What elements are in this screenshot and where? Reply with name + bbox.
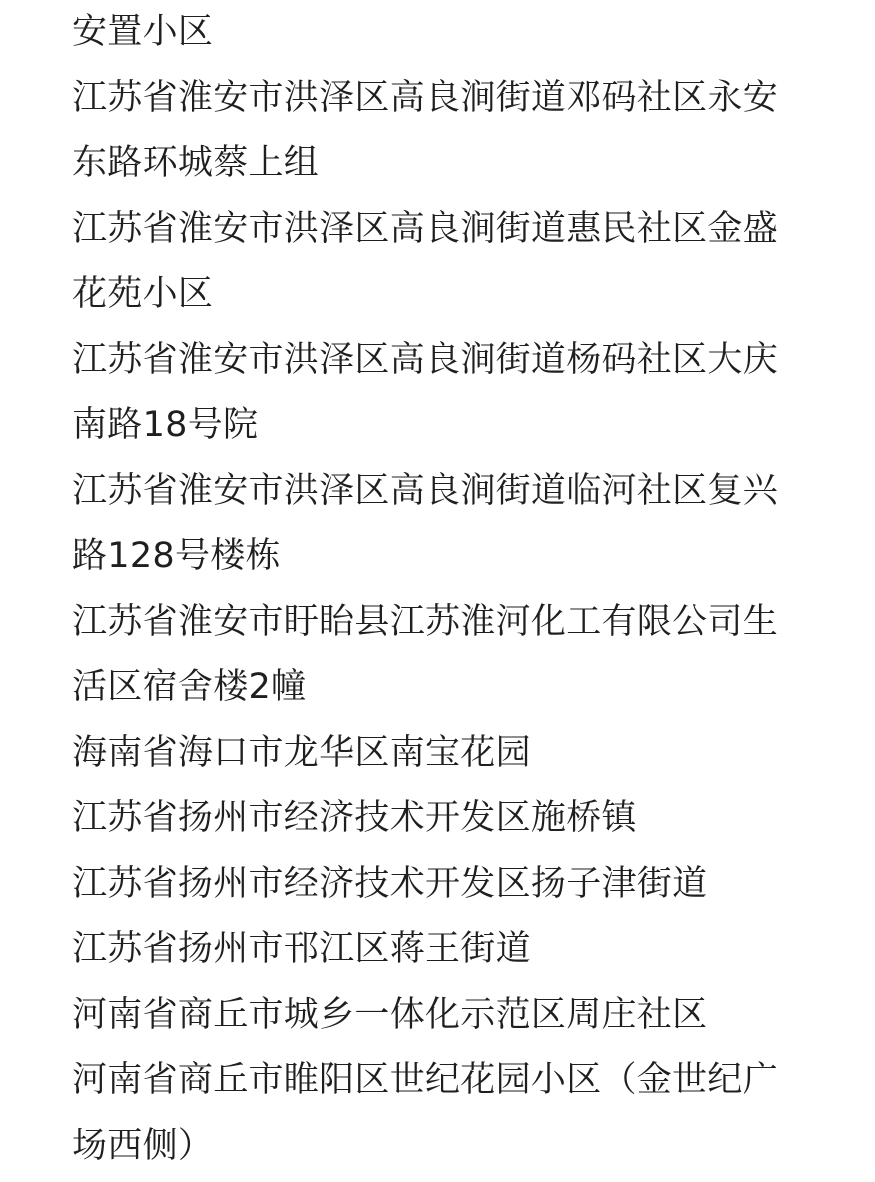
text-line: 江苏省淮安市盱眙县江苏淮河化工有限公司生 bbox=[72, 601, 779, 642]
text-line: 南路18号院 bbox=[72, 405, 259, 445]
text-line: 江苏省扬州市经济技术开发区施桥镇 bbox=[72, 798, 637, 838]
text-line: 海南省海口市龙华区南宝花园 bbox=[72, 732, 531, 773]
text-line: 江苏省淮安市洪泽区高良涧街道惠民社区金盛 bbox=[72, 208, 779, 249]
text-line: 路128号楼栋 bbox=[72, 536, 281, 576]
text-line: 江苏省淮安市洪泽区高良涧街道邓码社区永安 bbox=[72, 77, 779, 118]
text-line: 江苏省淮安市洪泽区高良涧街道杨码社区大庆 bbox=[72, 339, 779, 380]
text-line: 河南省商丘市睢阳区世纪花园小区（金世纪广 bbox=[72, 1060, 779, 1100]
text-line: 河南省商丘市城乡一体化示范区周庄社区 bbox=[72, 994, 708, 1035]
text-line: 活区宿舍楼2幢 bbox=[72, 667, 307, 707]
address-list bbox=[72, 0, 802, 1179]
text-line: 安置小区 bbox=[72, 12, 214, 52]
text-line: 江苏省扬州市邗江区蒋王街道 bbox=[72, 929, 531, 969]
text-line: 江苏省扬州市经济技术开发区扬子津街道 bbox=[72, 863, 708, 904]
text-line: 江苏省淮安市洪泽区高良涧街道临河社区复兴 bbox=[72, 470, 779, 511]
text-line: 花苑小区 bbox=[72, 274, 214, 314]
text-line: 场西侧） bbox=[72, 1125, 214, 1166]
text-line: 东路环城蔡上组 bbox=[72, 143, 320, 183]
